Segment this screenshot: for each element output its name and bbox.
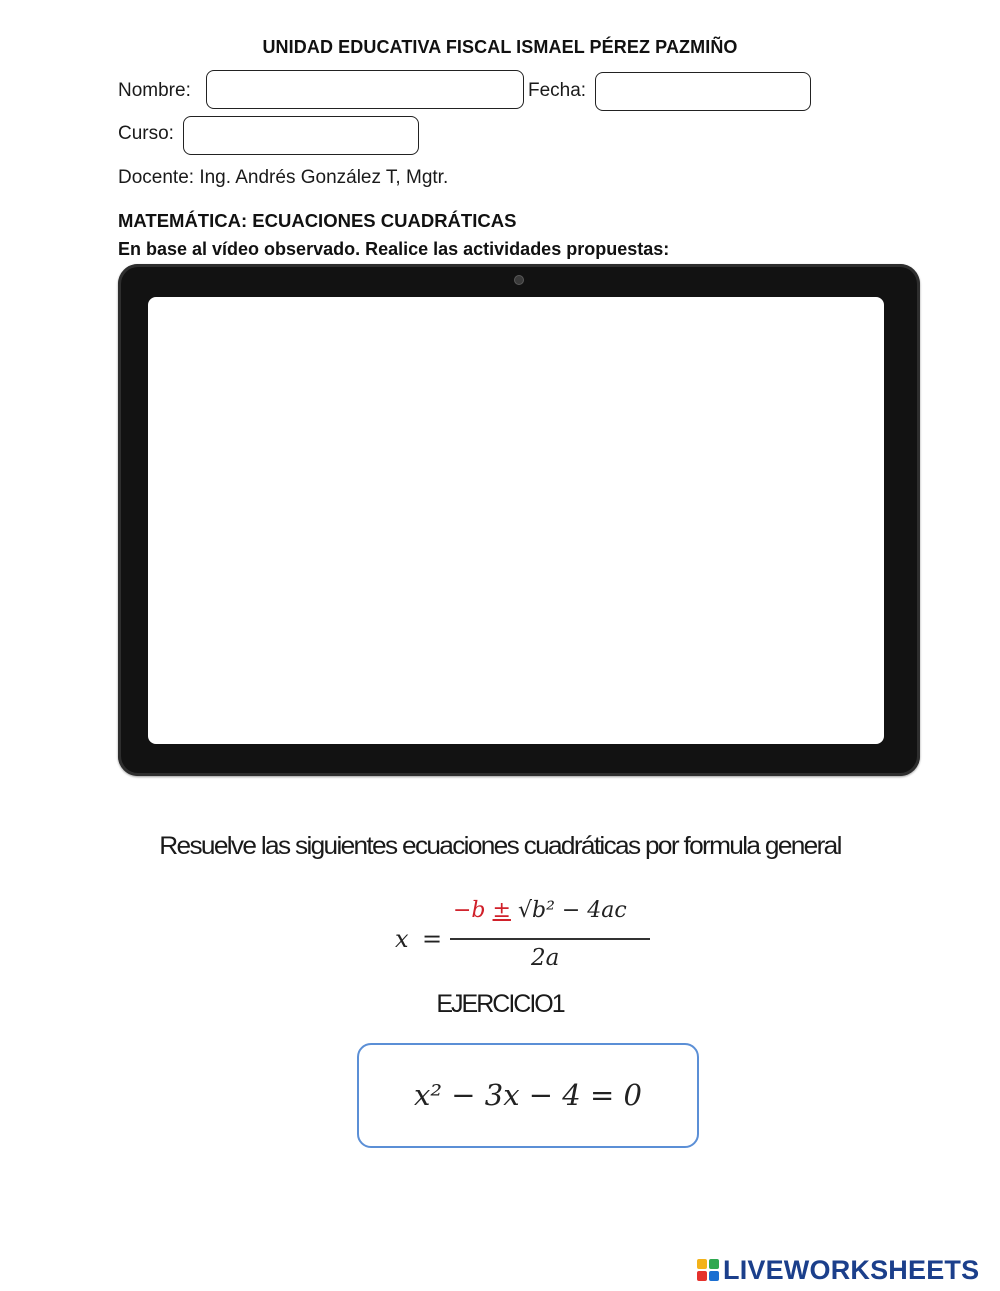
exercise-heading: Resuelve las siguientes ecuaciones cuadráticas por formula general	[159, 832, 841, 860]
camera-icon	[514, 275, 524, 285]
fecha-input[interactable]	[595, 72, 811, 111]
instruction-text: En base al vídeo observado. Realice las actividades propuestas:	[118, 239, 670, 259]
video-screen[interactable]	[148, 297, 884, 744]
fraction-bar	[450, 938, 650, 940]
video-tablet-frame	[118, 264, 920, 776]
equation-box	[357, 1043, 699, 1148]
nombre-input[interactable]	[206, 70, 524, 109]
docente-text: Docente: Ing. Andrés González T, Mgtr.	[118, 167, 449, 188]
formula-denominator: 2a	[531, 945, 560, 971]
liveworksheets-logo-icon	[697, 1259, 719, 1281]
formula-equals: =	[422, 925, 443, 953]
nombre-label: Nombre:	[118, 80, 191, 101]
video-player[interactable]	[148, 297, 884, 744]
formula-minus-b: −b	[453, 898, 486, 923]
exercise-label: EJERCICIO1	[436, 990, 564, 1018]
school-title: UNIDAD EDUCATIVA FISCAL ISMAEL PÉREZ PAZMIÑO	[262, 37, 738, 57]
formula-lhs: x	[395, 925, 409, 953]
formula-numerator	[453, 898, 627, 923]
subject-heading: MATEMÁTICA: ECUACIONES CUADRÁTICAS	[118, 210, 517, 231]
fecha-label: Fecha:	[528, 80, 587, 101]
liveworksheets-logo-text: LIVEWORKSHEETS	[723, 1255, 980, 1285]
curso-label: Curso:	[118, 123, 174, 144]
curso-input[interactable]	[183, 116, 419, 155]
quadratic-formula	[395, 895, 665, 981]
equation-text: x² − 3x − 4 = 0	[414, 1078, 642, 1112]
formula-plus-minus: ±	[492, 898, 511, 923]
formula-radicand: √b² − 4ac	[517, 898, 627, 923]
